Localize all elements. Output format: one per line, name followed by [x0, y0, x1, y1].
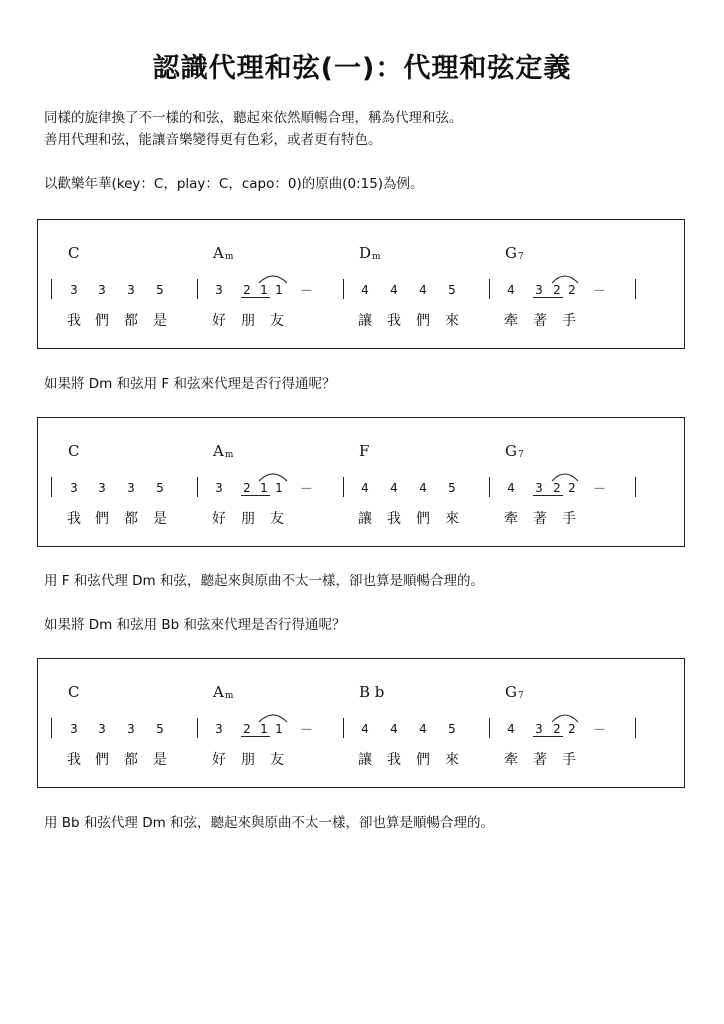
note: 4 — [507, 722, 515, 736]
barline — [635, 477, 636, 497]
lyric-char: 是 — [153, 752, 167, 768]
tie-slur — [258, 470, 288, 482]
chord-symbol — [359, 442, 370, 460]
intro-line-1: 同樣的旋律換了不一樣的和弦，聽起來依然順暢合理，稱為代理和弦。 — [44, 110, 463, 126]
chord-symbol — [213, 442, 233, 460]
note: 4 — [361, 481, 369, 495]
note: 2 — [243, 722, 251, 736]
lyric-char: 我 — [387, 313, 401, 329]
note: 2 — [568, 481, 576, 495]
chord-root: G — [505, 244, 517, 262]
note: 4 — [390, 481, 398, 495]
chord-root: B b — [359, 683, 385, 701]
note: 1 — [260, 722, 268, 736]
chord-root: G — [505, 442, 517, 460]
note: 5 — [156, 722, 164, 736]
lyric-char: 都 — [124, 752, 138, 768]
note: 4 — [390, 722, 398, 736]
note: 2 — [553, 481, 561, 495]
note: 3 — [215, 722, 223, 736]
note: 3 — [215, 283, 223, 297]
lyric-char: 來 — [445, 313, 459, 329]
lyric-char: 朋 — [241, 752, 255, 768]
chord-symbol — [68, 244, 80, 262]
eighth-note-beam — [533, 736, 563, 737]
example-line: 以歡樂年華(key：C，play：C，capo：0)的原曲(0:15)為例。 — [44, 176, 424, 192]
lyric-char: 們 — [95, 511, 109, 527]
note: 4 — [361, 283, 369, 297]
chord-root: A — [213, 442, 224, 460]
note: 4 — [419, 283, 427, 297]
chord-suffix: 7 — [517, 450, 524, 460]
note: 3 — [535, 722, 543, 736]
chord-symbol — [68, 683, 80, 701]
note: 2 — [568, 283, 576, 297]
lyric-char: 們 — [416, 752, 430, 768]
barline — [343, 279, 344, 299]
chord-suffix: 7 — [517, 691, 524, 701]
lyric-char: 好 — [212, 752, 226, 768]
tie-slur — [258, 272, 288, 284]
lyric-char: 是 — [153, 511, 167, 527]
note: 4 — [507, 481, 515, 495]
chord-root: D — [359, 244, 372, 262]
score-box — [37, 219, 685, 349]
chord-suffix: m — [372, 252, 381, 262]
page-title: 認識代理和弦(一)：代理和弦定義 — [152, 53, 572, 84]
lyric-char: 友 — [270, 752, 284, 768]
lyric-char: 牽 — [504, 313, 518, 329]
chord-symbol — [505, 244, 524, 262]
tie-slur — [551, 272, 579, 284]
eighth-note-beam — [241, 297, 270, 298]
note: 4 — [419, 722, 427, 736]
note: 2 — [553, 722, 561, 736]
note: 2 — [553, 283, 561, 297]
note: 2 — [568, 722, 576, 736]
lyric-char: 朋 — [241, 313, 255, 329]
barline — [489, 718, 490, 738]
question-2: 如果將 Dm 和弦用 Bb 和弦來代理是否行得通呢？ — [44, 617, 346, 633]
note: 1 — [260, 283, 268, 297]
lyric-char: 都 — [124, 313, 138, 329]
note: 1 — [275, 481, 283, 495]
barline — [343, 718, 344, 738]
lyric-char: 友 — [270, 313, 284, 329]
note: 5 — [448, 722, 456, 736]
barline — [197, 477, 198, 497]
hold-dash: － — [593, 723, 607, 738]
eighth-note-beam — [533, 495, 563, 496]
note: 3 — [535, 481, 543, 495]
answer-1: 用 F 和弦代理 Dm 和弦，聽起來與原曲不太一樣，卻也算是順暢合理的。 — [44, 573, 484, 589]
note: 4 — [361, 722, 369, 736]
chord-root: F — [359, 442, 370, 460]
hold-dash: － — [300, 284, 314, 299]
note: 5 — [448, 283, 456, 297]
lyric-char: 好 — [212, 313, 226, 329]
eighth-note-beam — [533, 297, 563, 298]
barline — [635, 718, 636, 738]
lyric-char: 我 — [387, 752, 401, 768]
lyric-char: 是 — [153, 313, 167, 329]
chord-symbol — [68, 442, 80, 460]
chord-root: A — [213, 244, 224, 262]
lyric-char: 們 — [416, 511, 430, 527]
chord-root: G — [505, 683, 517, 701]
lyric-char: 朋 — [241, 511, 255, 527]
chord-symbol — [213, 683, 233, 701]
note: 3 — [98, 481, 106, 495]
note: 3 — [70, 283, 78, 297]
chord-root: C — [68, 244, 80, 262]
lyric-char: 們 — [95, 752, 109, 768]
barline — [343, 477, 344, 497]
eighth-note-beam — [241, 495, 270, 496]
note: 5 — [156, 283, 164, 297]
note: 4 — [419, 481, 427, 495]
eighth-note-beam — [241, 736, 270, 737]
intro-line-2: 善用代理和弦，能讓音樂變得更有色彩，或者更有特色。 — [44, 132, 382, 148]
lyric-char: 友 — [270, 511, 284, 527]
chord-symbol — [505, 442, 524, 460]
lyric-char: 我 — [67, 752, 81, 768]
tie-slur — [551, 470, 579, 482]
barline — [51, 718, 52, 738]
lyric-char: 來 — [445, 752, 459, 768]
chord-suffix: m — [224, 450, 234, 460]
chord-symbol — [359, 683, 385, 701]
lyric-char: 讓 — [358, 511, 372, 527]
hold-dash: － — [593, 482, 607, 497]
note: 3 — [215, 481, 223, 495]
question-1: 如果將 Dm 和弦用 F 和弦來代理是否行得通呢？ — [44, 376, 336, 392]
lyric-char: 著 — [533, 511, 547, 527]
barline — [51, 477, 52, 497]
answer-2: 用 Bb 和弦代理 Dm 和弦，聽起來與原曲不太一樣，卻也算是順暢合理的。 — [44, 815, 495, 831]
barline — [489, 279, 490, 299]
lyric-char: 都 — [124, 511, 138, 527]
lyric-char: 我 — [67, 313, 81, 329]
lyric-char: 手 — [562, 752, 576, 768]
tie-slur — [258, 711, 288, 723]
barline — [197, 279, 198, 299]
lyric-char: 我 — [387, 511, 401, 527]
barline — [51, 279, 52, 299]
barline — [197, 718, 198, 738]
chord-suffix: m — [224, 691, 234, 701]
lyric-char: 著 — [533, 752, 547, 768]
note: 5 — [448, 481, 456, 495]
lyric-char: 讓 — [358, 313, 372, 329]
note: 4 — [507, 283, 515, 297]
lyric-char: 牽 — [504, 511, 518, 527]
lyric-char: 讓 — [358, 752, 372, 768]
note: 3 — [70, 481, 78, 495]
chord-suffix: 7 — [517, 252, 524, 262]
note: 3 — [127, 481, 135, 495]
barline — [635, 279, 636, 299]
chord-root: A — [213, 683, 224, 701]
hold-dash: － — [593, 284, 607, 299]
hold-dash: － — [300, 482, 314, 497]
lyric-char: 手 — [562, 511, 576, 527]
chord-symbol — [359, 244, 381, 262]
chord-root: C — [68, 683, 80, 701]
chord-symbol — [505, 683, 524, 701]
chord-symbol — [213, 244, 233, 262]
note: 1 — [275, 283, 283, 297]
note: 2 — [243, 481, 251, 495]
score-box — [37, 417, 685, 547]
lyric-char: 手 — [562, 313, 576, 329]
note: 3 — [127, 722, 135, 736]
note: 3 — [535, 283, 543, 297]
note: 3 — [70, 722, 78, 736]
lyric-char: 來 — [445, 511, 459, 527]
lyric-char: 們 — [416, 313, 430, 329]
barline — [489, 477, 490, 497]
hold-dash: － — [300, 723, 314, 738]
lyric-char: 好 — [212, 511, 226, 527]
note: 3 — [127, 283, 135, 297]
lyric-char: 我 — [67, 511, 81, 527]
note: 3 — [98, 283, 106, 297]
note: 4 — [390, 283, 398, 297]
chord-suffix: m — [224, 252, 234, 262]
note: 1 — [260, 481, 268, 495]
lyric-char: 們 — [95, 313, 109, 329]
note: 1 — [275, 722, 283, 736]
note: 2 — [243, 283, 251, 297]
lyric-char: 牽 — [504, 752, 518, 768]
score-box — [37, 658, 685, 788]
tie-slur — [551, 711, 579, 723]
lyric-char: 著 — [533, 313, 547, 329]
note: 5 — [156, 481, 164, 495]
note: 3 — [98, 722, 106, 736]
chord-root: C — [68, 442, 80, 460]
